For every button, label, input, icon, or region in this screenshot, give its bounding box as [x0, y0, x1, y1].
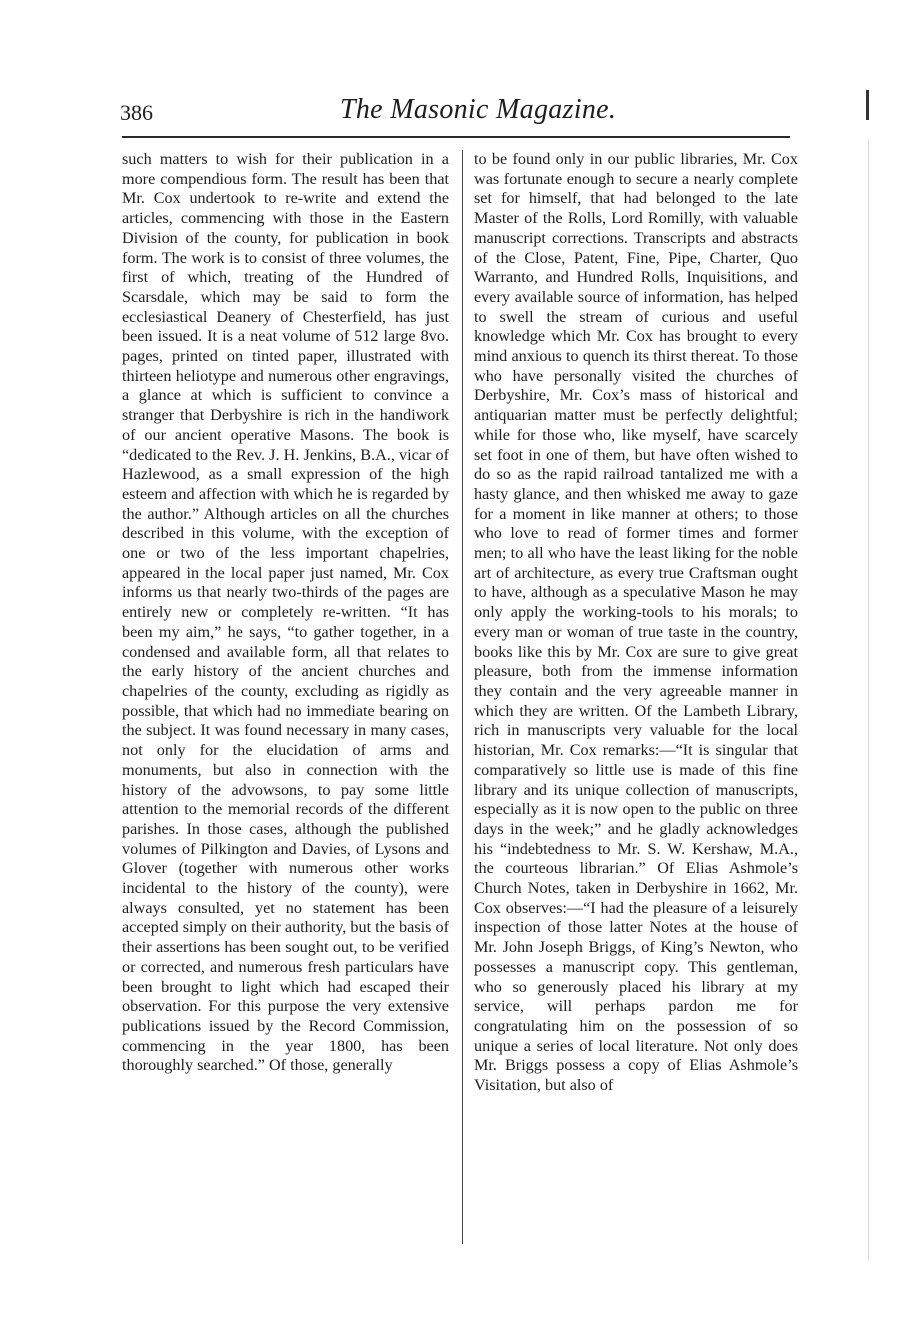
- header-rule: [122, 136, 790, 138]
- scan-edge-line: [868, 140, 869, 1260]
- page-number: 386: [120, 100, 153, 125]
- column-divider: [462, 150, 463, 1244]
- running-title: The Masonic Magazine.: [340, 94, 617, 125]
- article-column-right: to be found only in our public libraries, Mr. Cox was fortunate enough to secure a nearly complete set for himself, that had belonged to the late Master of the Rolls, Lord Romilly, with valuable manuscript corrections. Transcripts and abstracts of the Close, Patent, Fine, Pipe, Charter, Quo Warranto, and Hundred Rolls, Inquisitions, and every available source of information, has helped to swell the stream of curious and useful knowledge which Mr. Cox has brought to every mind anxious to quench its thirst thereat. To those who have personally visited the churches of Derbyshire, Mr. Cox’s mass of historical and antiquarian matter must be perfectly delightful; while for those who, like myself, have scarcely set foot in one of them, but have often wished to do so as the rapid railroad tantalized me with a hasty glance, and then whisked me away to gaze for a moment in like manner at others; to those who love to read of former times and former men; to all who have the least liking for the noble art of architecture, as every true Craftsman ought to have, although as a speculative Mason he may only apply the working-tools to his morals; to every man or woman of true taste in the country, books like this by Mr. Cox are sure to give great pleasure, both from the immense information they contain and the very agreeable manner in which they are written. Of the Lambeth Library, rich in manuscripts very valuable for the local historian, Mr. Cox remarks:—“It is singular that comparatively so little use is made of this fine library and its unique collection of manuscripts, especially as it is now open to the public on three days in the week;” and he gladly acknowledges his “indebtedness to Mr. S. W. Kershaw, M.A., the courteous librarian.” Of Elias Ashmole’s Church Notes, taken in Derbyshire in 1662, Mr. Cox observes:—“I had the pleasure of a leisurely inspection of those latter Notes at the house of Mr. John Joseph Briggs, of King’s Newton, who possesses a manuscript copy. This gentleman, who so generously placed his library at my service, will perhaps pardon me for congratulating him on the possession of so unique a series of local literature. Not only does Mr. Briggs possess a copy of Elias Ashmole’s Visitation, but also of: [474, 150, 798, 1095]
- scan-edge-mark: [866, 90, 869, 120]
- article-column-left: such matters to wish for their publication in a more compendious form. The result has been that Mr. Cox undertook to re-write and extend the articles, commencing with those in the Eastern Division of the county, for publication in book form. The work is to consist of three volumes, the first of which, treating of the Hundred of Scarsdale, which may be said to form the ecclesiastical Deanery of Chesterfield, has just been issued. It is a neat volume of 512 large 8vo. pages, printed on tinted paper, illustrated with thirteen heliotype and numerous other engravings, a glance at which is sufficient to convince a stranger that Derbyshire is rich in the handiwork of our ancient operative Masons. The book is “dedicated to the Rev. J. H. Jenkins, B.A., vicar of Hazlewood, as a small expression of the high esteem and affection with which he is regarded by the author.” Although articles on all the churches described in this volume, with the exception of one or two of the less important chapelries, appeared in the local paper just named, Mr. Cox informs us that nearly two-thirds of the pages are entirely new or completely re-written. “It has been my aim,” he says, “to gather together, in a condensed and available form, all that relates to the early history of the ancient churches and chapelries of the county, excluding as rigidly as possible, that which had no immediate bearing on the subject. It was found necessary in many cases, not only for the elucidation of arms and monuments, but also in connection with the history of the advowsons, to pay some little attention to the memorial records of the different parishes. In those cases, although the published volumes of Pilkington and Davies, of Lysons and Glover (together with numerous other works incidental to the history of the county), were always consulted, yet no statement has been accepted simply on their authority, but the basis of their assertions has been sought out, to be verified or corrected, and numerous fresh particulars have been brought to light which had escaped their observation. For this purpose the very extensive publications issued by the Record Commission, commencing in the year 1800, has been thoroughly searched.” Of those, generally: [122, 150, 449, 1075]
